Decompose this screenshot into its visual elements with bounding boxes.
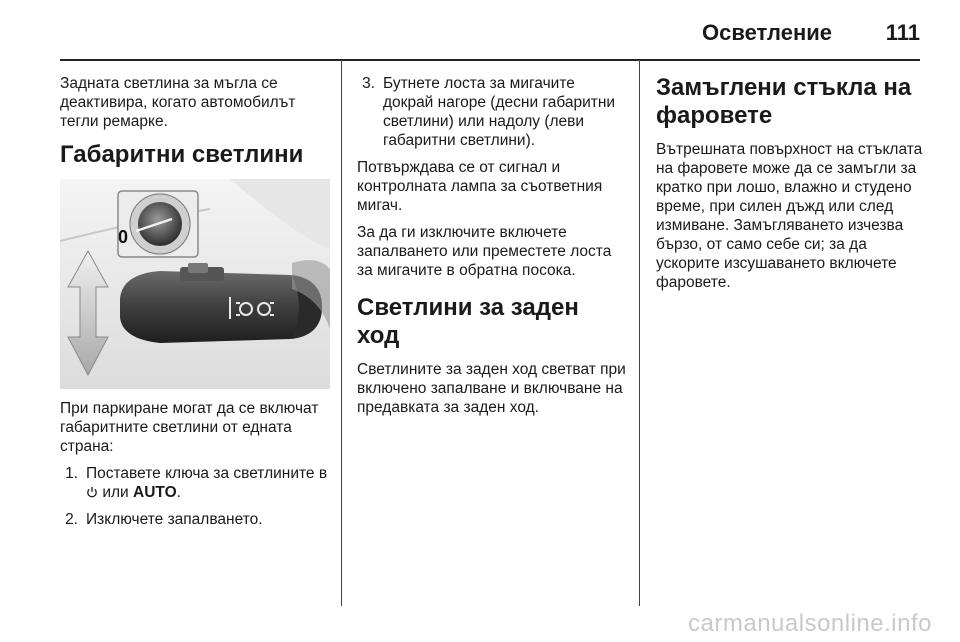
list-text-before: Поставете ключа за светлините в	[86, 465, 328, 482]
heading-misted-lenses: Замъглени стъкла на фаровете	[656, 74, 912, 129]
column-divider-1	[341, 60, 342, 606]
list-item-3	[357, 74, 627, 150]
indicator-lever	[120, 271, 322, 343]
page-header	[60, 14, 920, 56]
list-item-2	[60, 510, 330, 529]
list-text-after: .	[176, 484, 181, 501]
list-text: Бутнете лоста за мигачите докрай нагоре (десни габаритни светлини) или надолу (леви габаритни светлини).	[383, 75, 616, 149]
header-rule	[60, 59, 920, 61]
column-3	[656, 74, 926, 300]
column-divider-2	[639, 60, 640, 606]
watermark: carmanualsonline.info	[688, 610, 932, 637]
confirm-paragraph: Потвърждава се от сигнал и контролната лампа за съответния мигач.	[357, 159, 603, 214]
switch-off-paragraph: За да ги изключите включете запалването или преместете лоста за мигачите в обратна посока.	[357, 224, 612, 279]
reversing-paragraph: Светлините за заден ход светват при включено запалване и включване на предавката за заден ход.	[357, 361, 626, 416]
column-1	[60, 74, 330, 537]
list-number: 1.	[65, 465, 78, 482]
heading-reversing-lights: Светлини за заден ход	[357, 294, 579, 349]
list-text-mid: или	[102, 484, 129, 501]
intro-paragraph: Задната светлина за мъгла се деактивира, когато автомобилът тегли ремарке.	[60, 75, 296, 130]
list-text: Изключете запалването.	[86, 511, 263, 528]
column-2	[357, 74, 627, 425]
heading-parking-lights: Габаритни светлини	[60, 141, 304, 168]
page-number: 111	[885, 20, 920, 45]
list-item-1	[60, 464, 330, 502]
figure-label-zero: 0	[118, 227, 129, 247]
list-number: 3.	[362, 75, 375, 92]
misted-lenses-paragraph: Вътрешната повърхност на стъклата на фаровете може да се замъгли за кратко при лошо, влажно и студено време, при силен дъжд или след измиване. Замъгляването изчезва бързо, от само себе си; за да ускорите изсушаването включете фаровете.	[656, 141, 923, 291]
parking-paragraph: При паркиране могат да се включат габаритните светлини от едната страна:	[60, 400, 319, 455]
section-title: Осветление	[702, 20, 832, 45]
list-number: 2.	[65, 511, 78, 528]
list-text-auto: AUTO	[133, 484, 177, 501]
lever-illustration	[60, 179, 330, 389]
power-off-icon	[86, 486, 98, 498]
